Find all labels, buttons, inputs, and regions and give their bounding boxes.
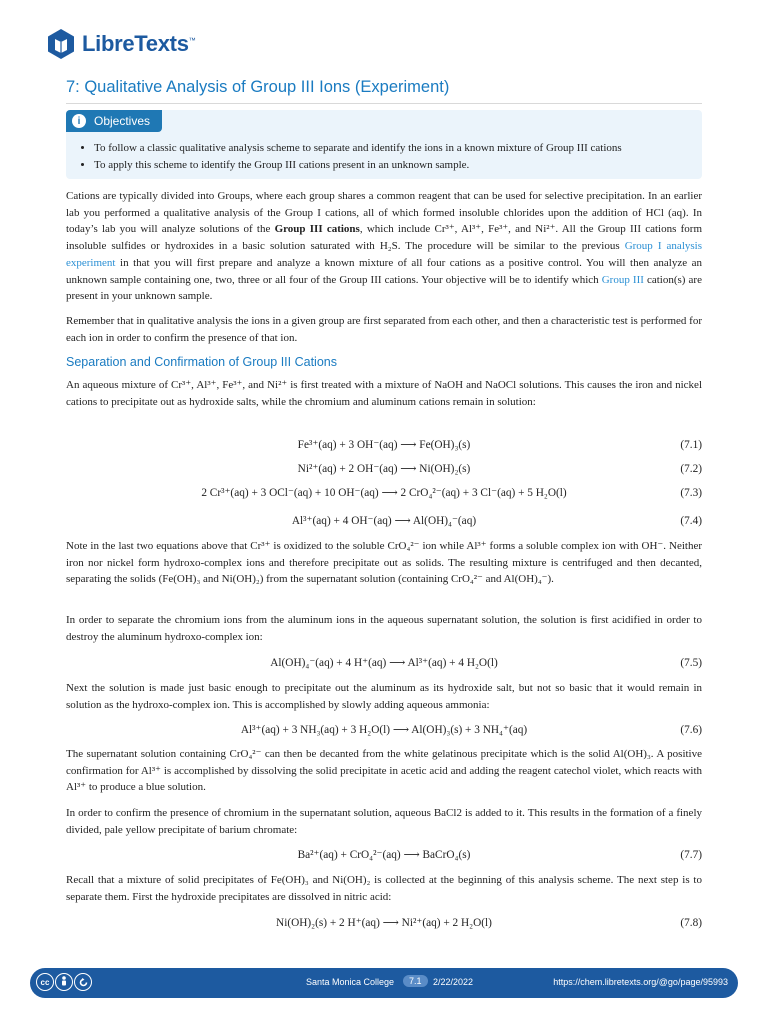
page-title: 7: Qualitative Analysis of Group III Ions (Experiment): [66, 78, 702, 104]
paragraph-aluminum-confirm: The supernatant solution containing CrO₄²⁻ can then be decanted from the white gelatinous precipitate which is the solid Al(OH)₃. A positive confirmation for Al³⁺ is accomplished by dissolving the solid precipitate in acetic acid and adding the reagent catechol violet, which reacts with Al³⁺ to produce a blue solution.: [66, 748, 702, 794]
equation-text: Al³⁺(aq) + 3 NH₃(aq) + 3 H₂O(l) ⟶ Al(OH)₃(s) + 3 NH₄⁺(aq): [240, 724, 528, 736]
footer-college: Santa Monica College: [306, 977, 395, 987]
footer-page-number: 7.1: [403, 975, 428, 987]
equation-text: Al(OH)₄⁻(aq) + 4 H⁺(aq) ⟶ Al³⁺(aq) + 4 H₂O(l): [270, 657, 498, 669]
objective-item: • To follow a classic qualitative analysis scheme to separate and identify the ions in a known mixture of Group III cations: [94, 140, 622, 157]
equation-text: Ni(OH)₂(s) + 2 H⁺(aq) ⟶ Ni²⁺(aq) + 2 H₂O(l): [276, 917, 492, 929]
paragraph-acidify: In order to separate the chromium ions from the aluminum ions in the aqueous supernatant solution, the solution is first acidified in order to destroy the aluminum hydroxo-complex ion:: [66, 614, 702, 643]
equation-7-7: [66, 846, 702, 864]
equation-number: (7.2): [680, 463, 702, 475]
page-footer: [30, 968, 738, 998]
objectives-list: [80, 140, 622, 174]
info-book-icon: i: [72, 114, 86, 128]
equation-number: (7.8): [680, 917, 702, 929]
paragraph-note: Note in the last two equations above that Cr³⁺ is oxidized to the soluble CrO₄²⁻ ion while Al³⁺ forms a soluble complex ion with OH⁻. Neither iron nor nickel form hydroxo-complex ions and therefore precipitate out as solids. The resulting mixture is centrifuged and then decanted, separating the solids (Fe(OH)₃ and Ni(OH)₂) from the supernatant solution (containing CrO₄²⁻ and Al(OH)₄⁻).: [66, 540, 702, 586]
group-iii-bold: Group III cations: [274, 223, 360, 236]
paragraph-chromium-confirm: In order to confirm the presence of chromium in the supernatant solution, aqueous BaCl2 is added to it. This results in the formation of a finely divided, pale yellow precipitate of barium chromate:: [66, 807, 702, 836]
logo-wordmark: LibreTexts™: [82, 31, 196, 56]
equation-number: (7.1): [680, 439, 702, 451]
equation-7-5: [66, 654, 702, 672]
section-heading: Separation and Confirmation of Group III Cations: [66, 355, 337, 369]
objectives-box: [66, 110, 702, 179]
equation-text: Al³⁺(aq) + 4 OH⁻(aq) ⟶ Al(OH)₄⁻(aq): [291, 515, 477, 527]
qualitative-analysis-paragraph: Remember that in qualitative analysis the ions in a given group are first separated from each other, and then a characteristic test is performed for each ion in order to confirm the presence of that ion.: [66, 315, 702, 344]
equation-7-1: [66, 436, 702, 454]
equation-7-4: [66, 512, 702, 530]
sharealike-icon: [74, 973, 92, 991]
equation-number: (7.6): [680, 724, 702, 736]
equation-number: (7.7): [680, 849, 702, 861]
paragraph-recall: Recall that a mixture of solid precipitates of Fe(OH)₃ and Ni(OH)₂ is collected at the beginning of this analysis scheme. The next step is to separate them. First the hydroxide precipitates are dissolved in nitric acid:: [66, 874, 702, 903]
equation-number: (7.4): [680, 515, 702, 527]
equation-7-6: [66, 721, 702, 739]
intro-paragraph: Cations are typically divided into Groups, where each group shares a common reagent that can be used for selective precipitation. In an earlier lab you performed a qualitative analysis of the Group I cations, all of which formed insoluble chlorides upon the addition of HCl (aq). In today’s lab you will analyze solutions of the Group III cations, which include Cr³⁺, Al³⁺, Fe³⁺, and Ni²⁺. All the Group III cations form insoluble sulfides or hydroxides in a basic solution saturated with H₂S. The procedure will be similar to the previous Group I analysis experiment in that you will first prepare and analyze a known mixture of all four cations as a positive control. You will then analyze an unknown sample containing one, two, three or all four of the Group III cations. Your objective will be to identify which Group III cation(s) are present in your unknown sample.: [66, 190, 703, 303]
equation-number: (7.3): [680, 487, 702, 499]
group-i-experiment-link[interactable]: Group I analysis experiment: [66, 240, 702, 269]
equation-number: (7.5): [680, 657, 702, 669]
paragraph-ammonia: Next the solution is made just basic enough to precipitate out the aluminum as its hydroxide salt, but not so basic that it would remain in solution as the hydroxo-complex ion. This is accomplished by slowly adding aqueous ammonia:: [66, 682, 702, 711]
equation-text: Fe³⁺(aq) + 3 OH⁻(aq) ⟶ Fe(OH)₃(s): [297, 439, 471, 451]
objectives-label: Objectives: [94, 114, 151, 128]
equation-text: Ni²⁺(aq) + 2 OH⁻(aq) ⟶ Ni(OH)₂(s): [297, 463, 471, 475]
equation-7-3: [66, 484, 702, 502]
libretexts-logo-icon: [46, 28, 76, 60]
equation-7-2: [66, 460, 702, 478]
group-iii-link[interactable]: Group III: [601, 273, 644, 286]
paragraph-treatment: An aqueous mixture of Cr³⁺, Al³⁺, Fe³⁺, and Ni²⁺ is first treated with a mixture of NaOH and NaOCl solutions. This causes the iron and nickel cations to precipitate out as hydroxide salts, while the chromium and aluminum cations remain in solution:: [66, 379, 702, 408]
objectives-badge: [66, 110, 162, 132]
equation-text: 2 Cr³⁺(aq) + 3 OCl⁻(aq) + 10 OH⁻(aq) ⟶ 2 CrO₄²⁻(aq) + 3 Cl⁻(aq) + 5 H₂O(l): [201, 487, 567, 499]
objective-item: • To apply this scheme to identify the Group III cations present in an unknown sample.: [94, 157, 622, 174]
footer-url-link[interactable]: https://chem.libretexts.org/@go/page/95993: [553, 977, 728, 987]
libretexts-logo[interactable]: [46, 26, 195, 62]
cc-icon: cc: [36, 973, 54, 991]
creative-commons-badge[interactable]: [36, 973, 93, 991]
by-person-icon: [55, 973, 73, 991]
equation-text: Ba²⁺(aq) + CrO₄²⁻(aq) ⟶ BaCrO₄(s): [297, 849, 471, 861]
equation-7-8: [66, 914, 702, 932]
footer-date: 2/22/2022: [433, 977, 474, 987]
